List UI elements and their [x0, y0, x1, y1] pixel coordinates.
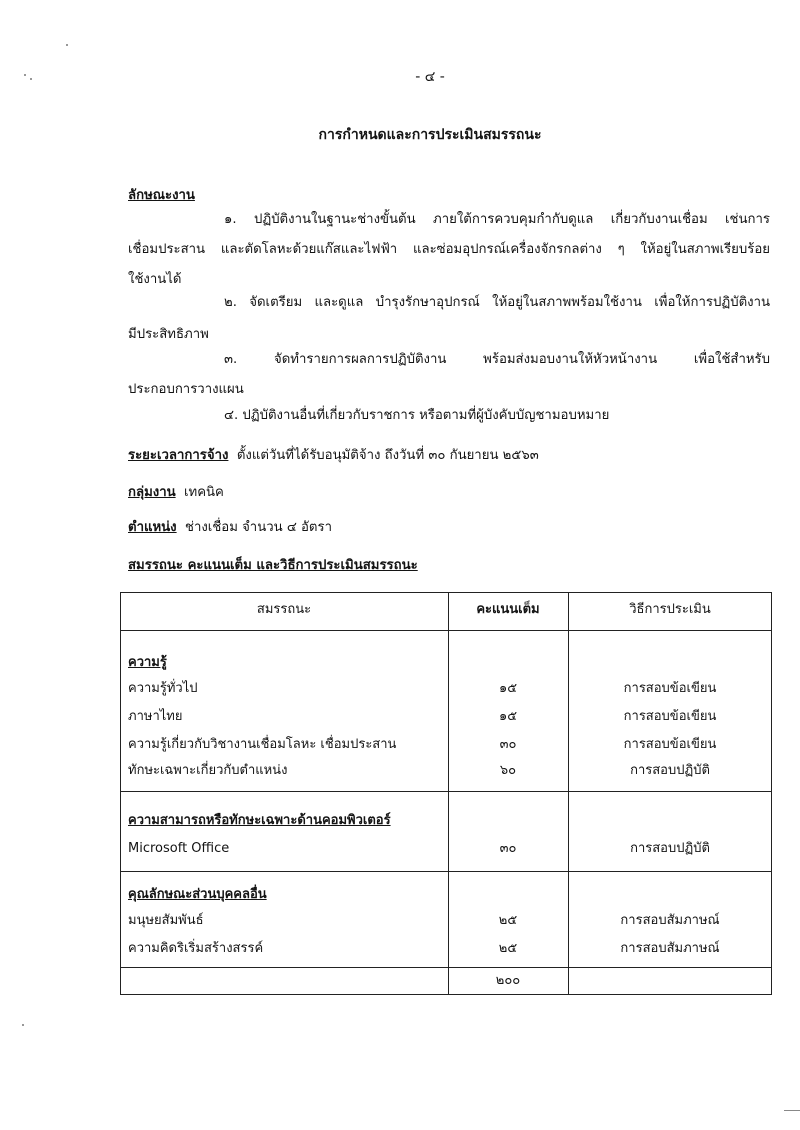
job-item-1-line-3: ใช้งานได้: [128, 272, 182, 287]
table-row: [0, 938, 800, 960]
job-item-1-line-1: ๑. ปฏิบัติงานในฐานะช่างขั้นต้น ภายใต้การควบคุมกำกับดูแล เกี่ยวกับงานเชื่อม เช่นการ: [224, 212, 770, 227]
row-score: ๒๕: [498, 941, 518, 956]
row-name: Microsoft Office: [128, 841, 230, 856]
employment-period-label: ระยะเวลาการจ้าง: [128, 448, 229, 463]
page-title: การกำหนดและการประเมินสมรรถนะ: [318, 127, 542, 143]
scan-speck: [22, 1024, 24, 1026]
table-row: [0, 910, 800, 932]
row-method: การสอบปฏิบัติ: [630, 841, 710, 856]
section-personal-title: คุณลักษณะส่วนบุคคลอื่น: [128, 887, 267, 902]
employment-period-value: ตั้งแต่วันที่ได้รับอนุมัติจ้าง ถึงวันที่ ๓๐ กันยายน ๒๕๖๓: [236, 448, 539, 463]
table-header-row: [0, 599, 800, 621]
row-method: การสอบปฏิบัติ: [630, 763, 710, 778]
section-computer-title-row: [0, 810, 800, 832]
position-label: ตำแหน่ง: [128, 520, 177, 535]
header-competency: สมรรถนะ: [256, 602, 312, 617]
job-item-2-line-1: ๒. จัดเตรียม และดูแล บำรุงรักษาอุปกรณ์ ให้อยู่ในสภาพพร้อมใช้งาน เพื่อให้การปฏิบัติงาน: [224, 295, 770, 310]
job-item-3-line-1: ๓. จัดทำรายการผลการปฏิบัติงาน พร้อมส่งมอบงานให้หัวหน้างาน เพื่อใช้สำหรับ: [224, 352, 770, 367]
page-number: - ๔ -: [415, 69, 445, 85]
row-name: มนุษยสัมพันธ์: [128, 913, 204, 928]
row-score: ๒๕: [498, 913, 518, 928]
work-group: [128, 483, 224, 503]
row-name: ความรู้เกี่ยวกับวิชางานเชื่อมโลหะ เชื่อมประสาน: [128, 737, 397, 752]
work-group-value: เทคนิค: [184, 485, 224, 500]
row-name: ความรู้ทั่วไป: [128, 681, 198, 696]
job-char-heading: ลักษณะงาน: [128, 188, 195, 203]
section-personal-title-row: [0, 884, 800, 906]
table-row: [0, 838, 800, 860]
job-item-4-line-1: ๔. ปฏิบัติงานอื่นที่เกี่ยวกับราชการ หรือตามที่ผู้บังคับบัญชามอบหมาย: [224, 408, 610, 423]
row-method: การสอบข้อเขียน: [623, 709, 717, 724]
scan-edge-mark: [784, 1110, 800, 1111]
scan-speck: [30, 78, 32, 80]
row-name: ทักษะเฉพาะเกี่ยวกับตำแหน่ง: [128, 763, 288, 778]
section-computer-title: ความสามารถหรือทักษะเฉพาะด้านคอมพิวเตอร์: [128, 813, 391, 828]
job-item-3-line-2: ประกอบการวางแผน: [128, 382, 244, 397]
table-row: [0, 734, 800, 756]
row-score: ๓๐: [499, 841, 517, 856]
row-method: การสอบข้อเขียน: [623, 681, 717, 696]
total-score: ๒๐๐: [495, 973, 521, 988]
row-score: ๓๐: [499, 737, 517, 752]
section-knowledge-title-row: [0, 652, 800, 674]
position-value: ช่างเชื่อม จำนวน ๔ อัตรา: [185, 520, 332, 535]
table-row: [0, 706, 800, 728]
table-total-row: [0, 970, 800, 992]
table-row: [0, 760, 800, 782]
work-group-label: กลุ่มงาน: [128, 485, 176, 500]
row-score: ๑๕: [498, 709, 518, 724]
scan-speck: [66, 44, 68, 46]
table-row: [0, 678, 800, 700]
job-item-1-line-2: เชื่อมประสาน และตัดโลหะด้วยแก๊สและไฟฟ้า และซ่อมอุปกรณ์เครื่องจักรกลต่าง ๆ ให้อยู่ในสภาพเรียบร้อย: [128, 242, 770, 257]
row-score: ๖๐: [499, 763, 517, 778]
scan-speck: [24, 74, 26, 76]
row-name: ความคิดริเริ่มสร้างสรรค์: [128, 941, 264, 956]
row-score: ๑๕: [498, 681, 518, 696]
section-knowledge-title: ความรู้: [128, 655, 167, 670]
row-method: การสอบสัมภาษณ์: [620, 941, 720, 956]
employment-period: [128, 446, 539, 466]
position: [128, 518, 332, 538]
header-method: วิธีการประเมิน: [629, 602, 711, 617]
row-method: การสอบสัมภาษณ์: [620, 913, 720, 928]
row-name: ภาษาไทย: [128, 709, 183, 724]
header-full-score: คะแนนเต็ม: [476, 602, 540, 617]
job-item-2-line-2: มีประสิทธิภาพ: [128, 327, 209, 342]
table-heading: สมรรถนะ คะแนนเต็ม และวิธีการประเมินสมรรถนะ: [128, 558, 418, 573]
row-method: การสอบข้อเขียน: [623, 737, 717, 752]
